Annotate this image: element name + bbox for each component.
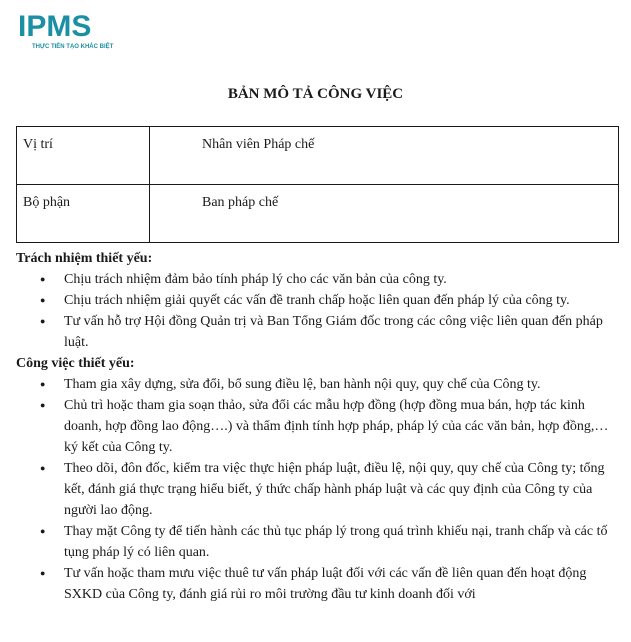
table-row [17, 127, 619, 185]
duties-heading: Công việc thiết yếu: [16, 356, 135, 371]
list-item: ● Tư vấn hỗ trợ Hội đồng Quản trị và Ban Tổng Giám đốc trong các công việc liên quan đến pháp luật. [16, 311, 616, 353]
list-item: ● Chủ trì hoặc tham gia soạn thảo, sửa đổi các mẫu hợp đồng (hợp đồng mua bán, hợp tác kinh doanh, hợp đồng lao động….) và thẩm định tính hợp pháp, pháp lý của các văn bản, hợp đồng,… ký kết của Công ty. [16, 395, 616, 458]
duties-list [16, 374, 616, 605]
document-title: BẢN MÔ TẢ CÔNG VIỆC [227, 86, 404, 102]
logo-mark: IPMS [18, 10, 92, 43]
responsibilities-list [16, 269, 616, 353]
list-item: ● Theo dõi, đôn đốc, kiểm tra việc thực hiện pháp luật, điều lệ, nội quy, quy chế của Công ty; tổng kết, đánh giá thực trạng hiểu biết, ý thức chấp hành pháp luật và các quy định của Công ty của người lao động. [16, 458, 616, 521]
table-row [17, 185, 619, 243]
job-info-table [16, 126, 619, 243]
position-value: Nhân viên Pháp chế [150, 127, 619, 185]
list-item: ● Thay mặt Công ty để tiến hành các thủ tục pháp lý trong quá trình khiếu nại, tranh chấp và các tố tụng pháp lý có liên quan. [16, 521, 616, 563]
document-body [16, 248, 616, 605]
list-item: ● Tham gia xây dựng, sửa đổi, bổ sung điều lệ, ban hành nội quy, quy chế của Công ty. [16, 374, 616, 395]
company-logo [18, 12, 118, 54]
list-item: ● Tư vấn hoặc tham mưu việc thuê tư vấn pháp luật đối với các vấn đề liên quan đến hoạt động SXKD của Công ty, đánh giá rủi ro môi trường đầu tư kinh doanh đối với [16, 563, 616, 605]
list-item: ● Chịu trách nhiệm đảm bảo tính pháp lý cho các văn bản của công ty. [16, 269, 616, 290]
logo-tagline: THỰC TIỄN TẠO KHÁC BIỆT [32, 44, 114, 50]
department-label: Bộ phận [17, 185, 150, 243]
department-value: Ban pháp chế [150, 185, 619, 243]
responsibilities-heading: Trách nhiệm thiết yếu: [16, 251, 153, 266]
list-item: ● Chịu trách nhiệm giải quyết các vấn đề tranh chấp hoặc liên quan đến pháp lý của công ty. [16, 290, 616, 311]
position-label: Vị trí [17, 127, 150, 185]
